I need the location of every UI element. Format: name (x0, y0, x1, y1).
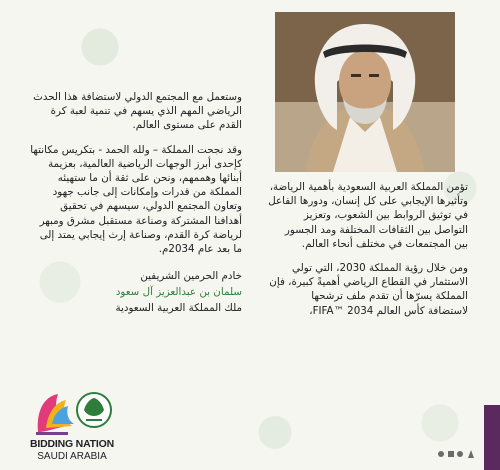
signature-title: خادم الحرمين الشريفين (140, 270, 242, 283)
left-paragraph-1: وستعمل مع المجتمع الدولي لاستضافة هذا الحدث الرياضي المهم الذي يسهم في تنمية لعبة كرة القدم على مستوى العالم. (33, 91, 242, 132)
right-text-column (268, 180, 468, 328)
bid-logo-mark (28, 388, 116, 438)
signature-block (30, 268, 242, 316)
logo-subtitle: SAUDI ARABIA (37, 451, 107, 462)
signature-role: ملك المملكة العربية السعودية (115, 302, 242, 315)
purple-corner-bar (484, 405, 500, 470)
bid-logo (28, 388, 116, 466)
right-paragraph-2: ومن خلال رؤية المملكة 2030، التي تولي الاستثمار في القطاع الرياضي أهميةً كبيرة، فإن المملكة يسرّها أن تقدم ملف ترشحها لاستضافة كأس العالم FIFA™ 2034، (269, 262, 468, 317)
left-paragraph-2: وقد نجحت المملكة – ولله الحمد - بتكريس مكانتها كإحدى أبرز الوجهات الرياضية العالمية، بعزيمة أبنائها وهممهم، ونحن على ثقة أن ما ستهيئه المملكة من قدرات وإمكانات إلى جانب جهود وتعاون المجتمع الدولي، سيسهم في تحقيق أهدافنا المشتركة وصناعة مستقبل مشرق ومبهر لرياضة كرة القدم، وصناعة إرث إيجابي يمتد إلى ما بعد عام 2034م. (30, 143, 242, 256)
left-text-column (30, 90, 242, 316)
mini-icons (436, 446, 478, 462)
portrait-photo (275, 12, 455, 172)
logo-title: BIDDING NATION (30, 438, 114, 450)
signature-name: سلمان بن عبدالعزيز آل سعود (115, 286, 242, 299)
right-paragraph-1: تؤمن المملكة العربية السعودية بأهمية الرياضة، وتأثيرها الإيجابي على كل إنسان، ودورها الفاعل في توثيق الروابط بين الشعوب، وتعزيز التواصل بين الثقافات المختلفة ومد الجسور بين المجتمعات في مختلف أنحاء العالم. (268, 181, 468, 250)
portrait-illustration (275, 12, 455, 172)
